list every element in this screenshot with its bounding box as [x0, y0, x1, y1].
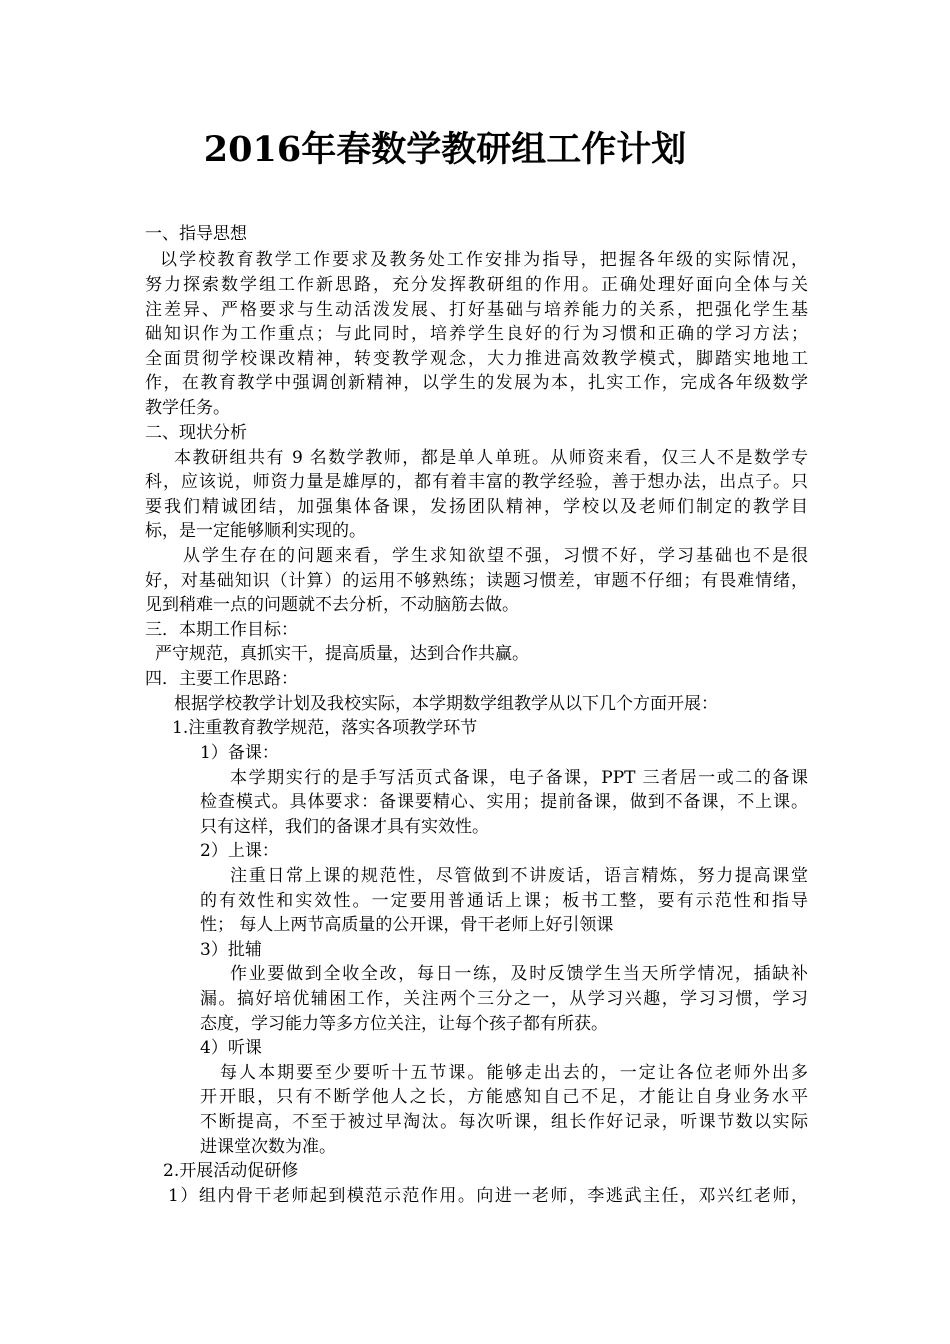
section-heading-goals: 三．本期工作目标：: [145, 620, 298, 640]
item-label-observation: 4）听课: [200, 1038, 262, 1058]
section-heading-guiding-ideology: 一、指导思想: [145, 224, 247, 244]
paragraph-line: 开开眼，只有不断学他人之长，方能感知自己不足，才能让自身业务水平: [200, 1087, 808, 1107]
paragraph-line: 础知识作为工作重点；与此同时，培养学生良好的行为习惯和正确的学习方法；: [145, 324, 808, 344]
paragraph-line: 本学期实行的是手写活页式备课，电子备课，PPT 三者居一或二的备课: [230, 768, 808, 788]
subsection-heading: 2.开展活动促研修: [163, 1161, 299, 1181]
paragraph-line: 严守规范，真抓实干，提高质量，达到合作共赢。: [155, 644, 529, 664]
paragraph-line: 见到稍难一点的问题就不去分析，不动脑筋去做。: [145, 595, 519, 615]
paragraph-line: 全面贯彻学校课改精神，转变教学观念，大力推进高效教学模式，脚踏实地地工: [145, 349, 808, 369]
paragraph-line: 注重日常上课的规范性，尽管做到不讲废话，语言精炼，努力提高课堂: [230, 866, 808, 886]
paragraph-line: 以学校教育教学工作要求及教务处工作安排为指导，把握各年级的实际情况，: [160, 250, 808, 270]
paragraph-line: 注差异、严格要求与生动活泼发展、打好基础与培养能力的关系，把强化学生基: [145, 300, 808, 320]
paragraph-line: 不断提高，不至于被过早淘汰。每次听课，组长作好记录，听课节数以实际: [200, 1112, 808, 1132]
paragraph-line: 本教研组共有 9 名数学教师，都是单人单班。从师资来看，仅三人不是数学专: [174, 448, 808, 468]
item-label-lesson-prep: 1）备课：: [200, 743, 279, 763]
paragraph-line: 标，是一定能够顺利实现的。: [145, 521, 366, 541]
document-title: 2016年春数学教研组工作计划: [203, 129, 687, 170]
paragraph-line: 作业要做到全收全改，每日一练，及时反馈学生当天所学情况，插缺补: [230, 964, 808, 984]
paragraph-line: 漏。搞好培优辅困工作，关注两个三分之一，从学习兴趣，学习习惯，学习: [200, 989, 808, 1009]
paragraph-line: 努力探索数学组工作新思路，充分发挥教研组的作用。正确处理好面向全体与关: [145, 275, 808, 295]
paragraph-line: 好，对基础知识（计算）的运用不够熟练；读题习惯差，审题不仔细；有畏难情绪，: [145, 571, 808, 591]
section-heading-status-analysis: 二、现状分析: [145, 423, 247, 443]
section-heading-work-ideas: 四．主要工作思路：: [145, 669, 298, 689]
paragraph-line: 性； 每人上两节高质量的公开课，骨干老师上好引领课: [200, 915, 614, 935]
paragraph-line: 进课堂次数为准。: [200, 1137, 336, 1157]
paragraph-line: 要我们精诚团结，加强集体备课，发扬团队精神，学校以及老师们制定的教学目: [145, 497, 808, 517]
paragraph-line: 检查模式。具体要求：备课要精心、实用；提前备课，做到不备课，不上课。: [200, 792, 808, 812]
paragraph-line: 态度，学习能力等多方位关注，让每个孩子都有所获。: [200, 1014, 608, 1034]
paragraph-line: 从学生存在的问题来看，学生求知欲望不强，习惯不好，学习基础也不是很: [183, 546, 808, 566]
item-label-grading: 3）批辅: [200, 940, 262, 960]
paragraph-line: 科，应该说，师资力量是雄厚的，都有着丰富的教学经验，善于想办法，出点子。只: [145, 472, 808, 492]
paragraph-line: 根据学校教学计划及我校实际，本学期数学组教学从以下几个方面开展：: [174, 694, 718, 714]
paragraph-line: 教学任务。: [145, 398, 230, 418]
paragraph-line: 的有效性和实效性。一定要用普通话上课；板书工整，要有示范性和指导: [200, 891, 808, 911]
subsection-heading: 1.注重教育教学规范，落实各项教学环节: [172, 718, 478, 738]
paragraph-line: 只有这样，我们的备课才具有实效性。: [200, 817, 489, 837]
paragraph-line: 每人本期要至少要听十五节课。能够走出去的，一定让各位老师外出多: [220, 1063, 808, 1083]
paragraph-line: 作，在教育教学中强调创新精神，以学生的发展为本，扎实工作，完成各年级数学: [145, 373, 808, 393]
paragraph-line: 1）组内骨干老师起到模范示范作用。向进一老师，李逃武主任，邓兴红老师，: [168, 1186, 808, 1206]
item-label-teaching: 2）上课：: [200, 841, 279, 861]
